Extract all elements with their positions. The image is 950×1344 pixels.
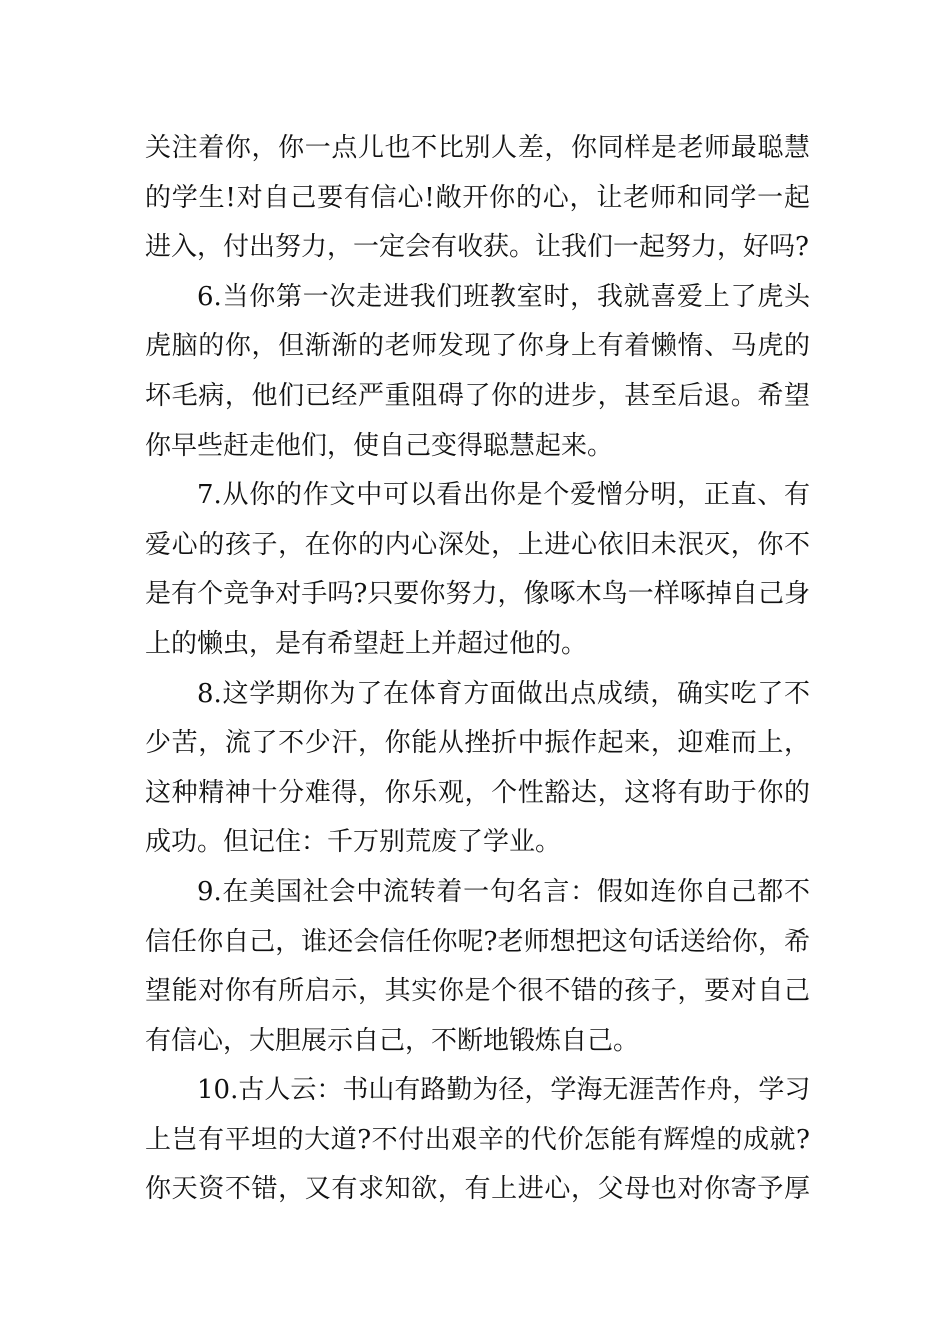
text-line: 望能对你有所启示，其实你是个很不错的孩子，要对自己 — [145, 976, 810, 1007]
text-line: 虎脑的你，但渐渐的老师发现了你身上有着懒惰、马虎的 — [145, 331, 810, 362]
text-line: 爱心的孩子，在你的内心深处，上进心依旧未泯灭，你不 — [145, 529, 810, 560]
text-line: 进入，付出努力，一定会有收获。让我们一起努力，好吗? — [145, 232, 809, 263]
document-body — [145, 124, 810, 1215]
text-line: 有信心，大胆展示自己，不断地锻炼自己。 — [145, 1025, 640, 1056]
text-line: 信任你自己，谁还会信任你呢?老师想把这句话送给你，希 — [145, 926, 810, 957]
text-line: 6.当你第一次走进我们班教室时，我就喜爱上了虎头 — [197, 281, 810, 312]
text-line: 关注着你，你一点儿也不比别人差，你同样是老师最聪慧 — [145, 133, 810, 163]
text-line: 成功。但记住：千万别荒废了学业。 — [145, 827, 562, 858]
text-line: 这种精神十分难得，你乐观，个性豁达，这将有助于你的 — [145, 777, 810, 808]
text-line: 你天资不错，又有求知欲，有上进心，父母也对你寄予厚 — [145, 1174, 810, 1205]
text-line: 上的懒虫，是有希望赶上并超过他的。 — [145, 628, 588, 659]
text-line: 坏毛病，他们已经严重阻碍了你的进步，甚至后退。希望 — [145, 380, 810, 411]
text-line: 你早些赶走他们，使自己变得聪慧起来。 — [145, 430, 614, 461]
text-line: 上岂有平坦的大道?不付出艰辛的代价怎能有辉煌的成就? — [145, 1124, 810, 1155]
text-line: 10.古人云：书山有路勤为径，学海无涯苦作舟，学习 — [197, 1075, 811, 1106]
text-line: 8.这学期你为了在体育方面做出点成绩，确实吃了不 — [197, 678, 810, 709]
text-line: 少苦，流了不少汗，你能从挫折中振作起来，迎难而上， — [145, 728, 810, 759]
text-line: 7.从你的作文中可以看出你是个爱憎分明，正直、有 — [197, 480, 810, 511]
text-line: 是有个竞争对手吗?只要你努力，像啄木鸟一样啄掉自己身 — [145, 579, 810, 610]
text-line: 的学生!对自己要有信心!敞开你的心，让老师和同学一起 — [145, 182, 810, 213]
text-line: 9.在美国社会中流转着一句名言：假如连你自己都不 — [197, 876, 810, 907]
